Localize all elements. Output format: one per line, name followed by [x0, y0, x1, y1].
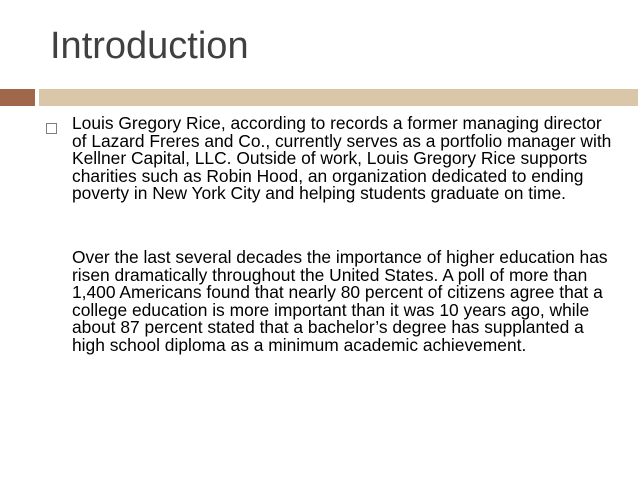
- title-accent-bar-right: [39, 89, 638, 106]
- bullet-paragraph-2: [72, 249, 612, 354]
- hollow-square-bullet-icon: [46, 123, 57, 134]
- paragraph-text: Louis Gregory Rice, according to records a former managing director of Lazard Freres and Co., currently serves as a portfolio manager with Kellner Capital, LLC. Outside of work, Louis Gregory Rice supports charities such as Robin Hood, an organization dedicated to ending poverty in New York City and helping students graduate on time.: [72, 113, 612, 203]
- title-accent-bar-left: [0, 89, 35, 106]
- paragraph-text: Over the last several decades the importance of higher education has risen dramatically throughout the United States. A poll of more than 1,400 Americans found that nearly 80 percent of citizens agree that a college education is more important than it was 10 years ago, while about 87 percent stated that a bachelor’s degree has supplanted a high school diploma as a minimum academic achievement.: [72, 247, 608, 355]
- bullet-paragraph-1: [72, 115, 612, 203]
- slide-title: Introduction: [50, 25, 249, 67]
